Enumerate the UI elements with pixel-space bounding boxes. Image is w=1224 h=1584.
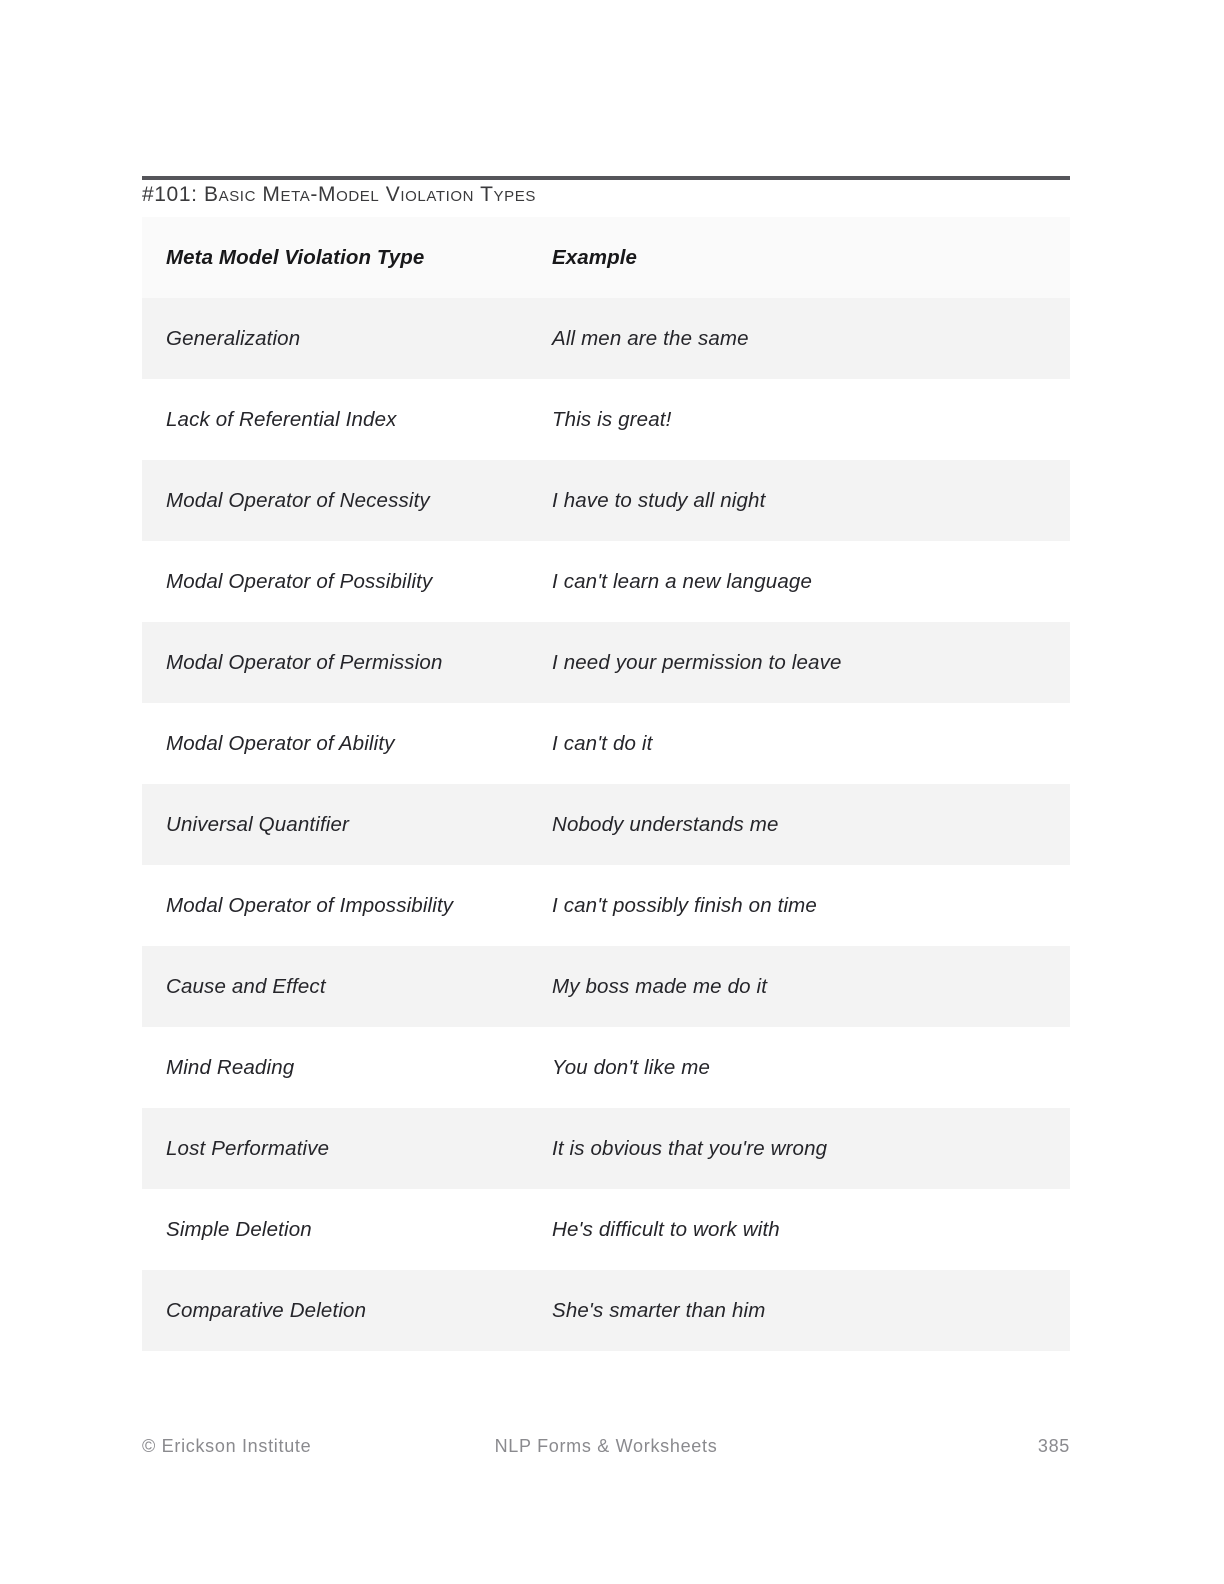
table-row	[142, 379, 1070, 460]
cell-example: This is great!	[552, 407, 672, 431]
table-row	[142, 1108, 1070, 1189]
cell-example: I can't possibly finish on time	[552, 893, 817, 917]
cell-violation-type: Modal Operator of Necessity	[166, 488, 430, 512]
cell-example: She's smarter than him	[552, 1298, 766, 1322]
table-row	[142, 622, 1070, 703]
page-title: #101: Basic Meta-Model Violation Types	[142, 183, 536, 206]
column-header-example: Example	[552, 245, 638, 269]
table-body	[142, 298, 1070, 1351]
column-header-violation-type: Meta Model Violation Type	[166, 245, 425, 269]
table-header	[142, 217, 1070, 298]
cell-violation-type: Mind Reading	[166, 1055, 295, 1079]
table-row	[142, 1270, 1070, 1351]
cell-example: I can't do it	[552, 731, 653, 755]
cell-violation-type: Modal Operator of Impossibility	[166, 893, 454, 917]
table-row	[142, 946, 1070, 1027]
cell-example: Nobody understands me	[552, 812, 779, 836]
table-row	[142, 703, 1070, 784]
cell-example: It is obvious that you're wrong	[552, 1136, 828, 1160]
cell-violation-type: Modal Operator of Permission	[166, 650, 443, 674]
table-row	[142, 460, 1070, 541]
table-row	[142, 541, 1070, 622]
cell-example: You don't like me	[552, 1055, 711, 1079]
cell-violation-type: Modal Operator of Ability	[166, 731, 395, 755]
cell-violation-type: Modal Operator of Possibility	[166, 569, 433, 593]
cell-example: I need your permission to leave	[552, 650, 842, 674]
meta-model-violation-table	[142, 217, 1070, 1351]
cell-example: I can't learn a new language	[552, 569, 812, 593]
cell-violation-type: Lack of Referential Index	[166, 407, 397, 431]
title-rule	[142, 176, 1070, 180]
table-row	[142, 1027, 1070, 1108]
cell-violation-type: Comparative Deletion	[166, 1298, 367, 1322]
table-header-row	[142, 217, 1070, 298]
table-row	[142, 865, 1070, 946]
footer-page-number: 385	[1037, 1436, 1070, 1456]
cell-violation-type: Generalization	[166, 326, 301, 350]
table-row	[142, 784, 1070, 865]
cell-violation-type: Universal Quantifier	[166, 812, 350, 836]
table-row	[142, 298, 1070, 379]
cell-violation-type: Simple Deletion	[166, 1217, 312, 1241]
cell-violation-type: Cause and Effect	[166, 974, 326, 998]
cell-example: He's difficult to work with	[552, 1217, 780, 1241]
footer-section-title: NLP Forms & Worksheets	[494, 1436, 718, 1456]
page-footer	[142, 1436, 1070, 1460]
cell-example: I have to study all night	[552, 488, 766, 512]
cell-example: All men are the same	[552, 326, 749, 350]
table-row	[142, 1189, 1070, 1270]
footer-copyright: © Erickson Institute	[142, 1436, 312, 1456]
cell-violation-type: Lost Performative	[166, 1136, 330, 1160]
cell-example: My boss made me do it	[552, 974, 768, 998]
